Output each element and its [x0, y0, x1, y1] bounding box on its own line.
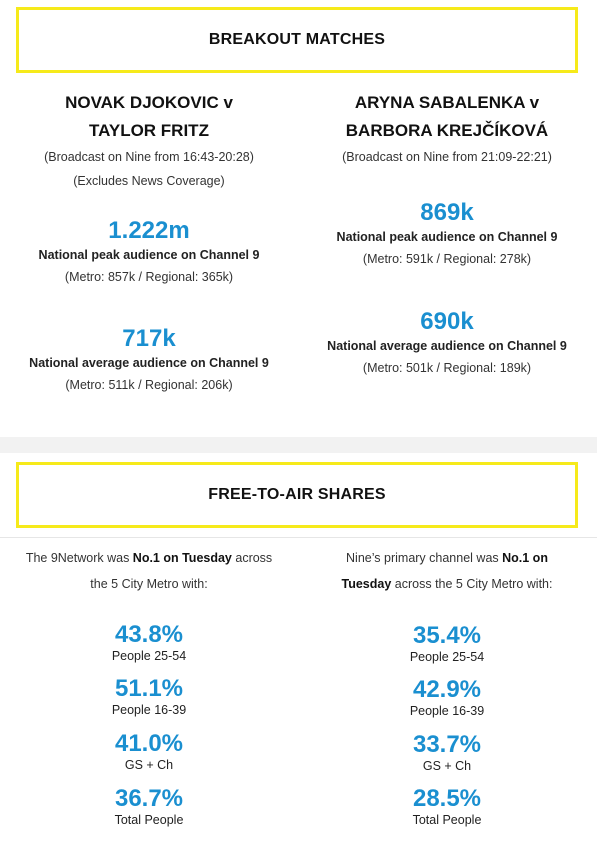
- stat-value: 33.7%: [412, 731, 482, 758]
- average-audience-label: National average audience on Channel 9: [29, 356, 269, 370]
- stat-people-16-39: [0, 676, 298, 718]
- broadcast-time: (Broadcast on Nine from 16:43-20:28): [44, 150, 254, 164]
- stat-value: 43.8%: [114, 621, 184, 648]
- heading-underline: [0, 537, 597, 538]
- intro-text: across: [231, 551, 273, 565]
- average-audience-split: (Metro: 501k / Regional: 189k): [362, 361, 532, 375]
- intro-text: across the 5 City Metro with:: [391, 577, 553, 591]
- stat-label: GS + Ch: [422, 759, 472, 773]
- match-title-line1: NOVAK DJOKOVIC v: [65, 93, 233, 112]
- peak-audience-split: (Metro: 857k / Regional: 365k): [64, 270, 234, 284]
- intro-text: Nine’s primary channel was: [346, 551, 503, 565]
- stat-value: 36.7%: [114, 785, 184, 812]
- stat-value: 41.0%: [114, 730, 184, 757]
- stat-label: People 16-39: [409, 704, 485, 718]
- stat-label: People 25-54: [111, 649, 187, 663]
- peak-audience-value: 1.222m: [108, 217, 190, 244]
- intro-line2: the 5 City Metro with:: [90, 577, 208, 591]
- average-audience-label: National average audience on Channel 9: [327, 339, 567, 353]
- stat-people-16-39: [298, 677, 596, 719]
- sabalenka-krejcikova-peak: [298, 199, 596, 271]
- sabalenka-krejcikova-average: [298, 308, 596, 380]
- broadcast-note: (Excludes News Coverage): [73, 174, 225, 188]
- 9network-intro: [0, 545, 298, 597]
- stat-label: Total People: [412, 813, 482, 827]
- djokovic-fritz-column: [0, 89, 298, 193]
- fta-shares-heading: FREE-TO-AIR SHARES: [16, 462, 578, 528]
- stat-label: GS + Ch: [124, 758, 174, 772]
- stat-label: Total People: [114, 813, 184, 827]
- fta-shares-section: [0, 453, 597, 852]
- peak-audience-label: National peak audience on Channel 9: [336, 230, 558, 244]
- stat-label: People 25-54: [409, 650, 485, 664]
- peak-audience-label: National peak audience on Channel 9: [38, 248, 260, 262]
- breakout-matches-heading: BREAKOUT MATCHES: [16, 7, 578, 73]
- intro-line1: [298, 545, 596, 571]
- stat-people-25-54: [0, 622, 298, 664]
- stat-value: 28.5%: [412, 785, 482, 812]
- stat-gs-ch: [0, 731, 298, 773]
- djokovic-fritz-average: [0, 325, 298, 397]
- stat-value: 42.9%: [412, 676, 482, 703]
- match-title-line1: ARYNA SABALENKA v: [354, 93, 540, 112]
- sabalenka-krejcikova-column: [298, 89, 596, 169]
- intro-text: The 9Network was: [25, 551, 133, 565]
- match-title-line2: TAYLOR FRITZ: [89, 121, 209, 140]
- stat-total-people: [0, 786, 298, 828]
- peak-audience-value: 869k: [420, 199, 474, 226]
- section-divider: [0, 437, 597, 453]
- stat-gs-ch: [298, 732, 596, 774]
- average-audience-split: (Metro: 511k / Regional: 206k): [65, 378, 233, 392]
- stat-total-people: [298, 786, 596, 828]
- average-audience-value: 717k: [122, 325, 176, 352]
- intro-line1: [0, 545, 298, 571]
- average-audience-value: 690k: [420, 308, 474, 335]
- djokovic-fritz-peak: [0, 217, 298, 289]
- stat-label: People 16-39: [111, 703, 187, 717]
- intro-line2: [298, 571, 596, 597]
- match-title-line2: BARBORA KREJČÍKOVÁ: [345, 121, 549, 140]
- stat-value: 35.4%: [412, 622, 482, 649]
- peak-audience-split: (Metro: 591k / Regional: 278k): [362, 252, 532, 266]
- intro-bold-text: Tuesday: [341, 577, 392, 591]
- stat-people-25-54: [298, 623, 596, 665]
- intro-bold-text: No.1 on: [502, 551, 548, 565]
- intro-bold-text: No.1 on Tuesday: [132, 551, 232, 565]
- stat-value: 51.1%: [114, 675, 184, 702]
- nine-primary-intro: [298, 545, 596, 597]
- broadcast-time: (Broadcast on Nine from 21:09-22:21): [342, 150, 552, 164]
